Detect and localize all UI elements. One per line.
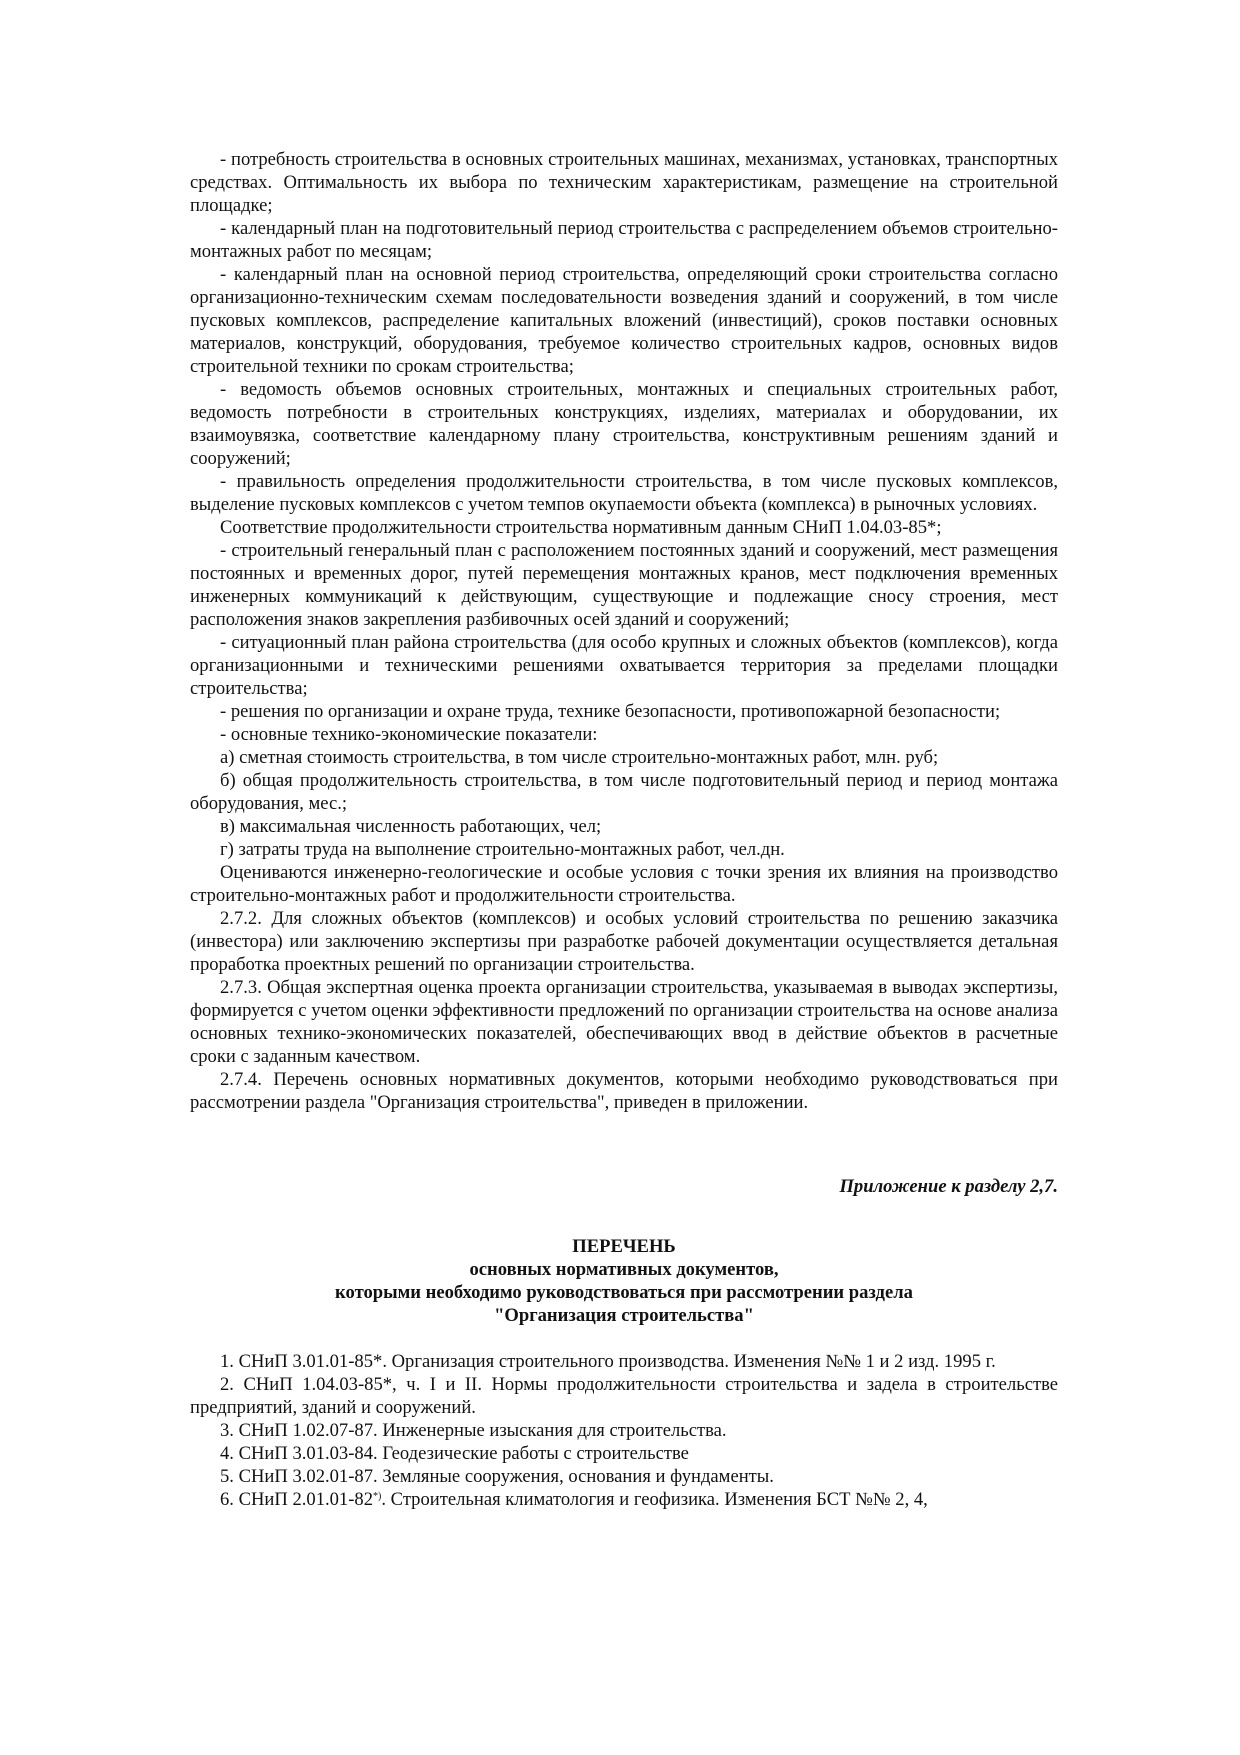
- paragraph-indicator-b: б) общая продолжительность строительства, в том числе подготовительный период и период монтажа оборудования, мес.;: [190, 770, 1058, 814]
- paragraph-safety: - решения по организации и охране труда, технике безопасности, противопожарной безопасности;: [220, 701, 1001, 722]
- paragraph-volumes: - ведомость объемов основных строительных, монтажных и специальных строительных работ, ведомость потребности в строительных конструкциях, изделиях, материалах и оборудовании, их взаимоувязка, соответствие календарному плану строительства, конструктивным решениям зданий и сооружений;: [190, 379, 1058, 469]
- document-page: [190, 148, 1058, 1511]
- paragraph-compliance: Соответствие продолжительности строительства нормативным данным СНиП 1.04.03-85*;: [220, 517, 942, 538]
- heading-line-2: основных нормативных документов,: [469, 1259, 779, 1280]
- list-item-6-suffix: . Строительная климатология и геофизика. Изменения БСТ №№ 2, 4,: [381, 1489, 928, 1510]
- list-item-5: 5. СНиП 3.02.01-87. Земляные сооружения, основания и фундаменты.: [220, 1466, 774, 1487]
- list-item-3: 3. СНиП 1.02.07-87. Инженерные изыскания для строительства.: [220, 1420, 727, 1441]
- paragraph-prep-schedule: - календарный план на подготовительный период строительства с распределением объемов строительно-монтажных работ по месяцам;: [190, 218, 1058, 262]
- paragraph-indicator-d: г) затраты труда на выполнение строительно-монтажных работ, чел.дн.: [220, 839, 785, 860]
- paragraph-2-7-2: 2.7.2. Для сложных объектов (комплексов) и особых условий строительства по решению заказчика (инвестора) или заключению экспертизы при разработке рабочей документации осуществляется детальная проработка проектных решений по организации строительства.: [190, 908, 1058, 975]
- paragraph-machines: - потребность строительства в основных строительных машинах, механизмах, установках, транспортных средствах. Оптимальность их выбора по техническим характеристикам, размещение на строительной площадке;: [190, 149, 1058, 216]
- list-item-6: [190, 1488, 1058, 1511]
- heading-line-1: ПЕРЕЧЕНЬ: [572, 1236, 676, 1257]
- footnote-marker: *): [373, 1491, 382, 1502]
- paragraph-geology: Оцениваются инженерно-геологические и особые условия с точки зрения их влияния на производство строительно-монтажных работ и продолжительности строительства.: [190, 862, 1058, 906]
- list-item-1: 1. СНиП 3.01.01-85*. Организация строительного производства. Изменения №№ 1 и 2 изд. 1995 г.: [220, 1351, 996, 1372]
- list-item-6-prefix: 6. СНиП 2.01.01-82: [220, 1489, 374, 1510]
- paragraph-situation-plan: - ситуационный план района строительства (для особо крупных и сложных объектов (комплексов), когда организационными и техническими решениями охватывается территория за пределами площадки строительства;: [190, 632, 1058, 699]
- paragraph-indicator-c: в) максимальная численность работающих, чел;: [220, 816, 602, 837]
- paragraph-indicators: - основные технико-экономические показатели:: [220, 724, 598, 745]
- paragraph-general-plan: - строительный генеральный план с расположением постоянных зданий и сооружений, мест размещения постоянных и временных дорог, путей перемещения монтажных кранов, мест подключения временных инженерных коммуникаций к действующим, существующие и подлежащие сносу строения, мест расположения знаков закрепления разбивочных осей зданий и сооружений;: [190, 540, 1058, 630]
- heading-line-4: "Организация строительства": [494, 1305, 754, 1326]
- list-item-2: 2. СНиП 1.04.03-85*, ч. I и II. Нормы продолжительности строительства и задела в строительстве предприятий, зданий и сооружений.: [190, 1374, 1058, 1418]
- paragraph-duration: - правильность определения продолжительности строительства, в том числе пусковых комплексов, выделение пусковых комплексов с учетом темпов окупаемости объекта (комплекса) в рыночных условиях.: [190, 471, 1058, 515]
- normative-documents-list: [190, 1350, 1058, 1511]
- appendix-label: Приложение к разделу 2,7.: [839, 1176, 1058, 1197]
- heading-line-3: которыми необходимо руководствоваться при рассмотрении раздела: [335, 1282, 913, 1303]
- appendix-heading: [190, 1235, 1058, 1327]
- list-item-4: 4. СНиП 3.01.03-84. Геодезические работы с строительстве: [220, 1443, 689, 1464]
- paragraph-2-7-4: 2.7.4. Перечень основных нормативных документов, которыми необходимо руководствоваться при рассмотрении раздела "Организация строительства", приведен в приложении.: [190, 1069, 1058, 1113]
- paragraph-indicator-a: а) сметная стоимость строительства, в том числе строительно-монтажных работ, млн. руб;: [220, 747, 939, 768]
- paragraph-2-7-3: 2.7.3. Общая экспертная оценка проекта организации строительства, указываемая в выводах экспертизы, формируется с учетом оценки эффективности предложений по организации строительства на основе анализа основных технико-экономических показателей, обеспечивающих ввод в действие объектов в расчетные сроки с заданным качеством.: [190, 977, 1058, 1067]
- paragraph-main-schedule: - календарный план на основной период строительства, определяющий сроки строительства согласно организационно-техническим схемам последовательности возведения зданий и сооружений, в том числе пусковых комплексов, распределение капитальных вложений (инвестиций), сроков поставки основных материалов, конструкций, оборудования, требуемое количество строительных кадров, основных видов строительной техники по срокам строительства;: [190, 264, 1058, 377]
